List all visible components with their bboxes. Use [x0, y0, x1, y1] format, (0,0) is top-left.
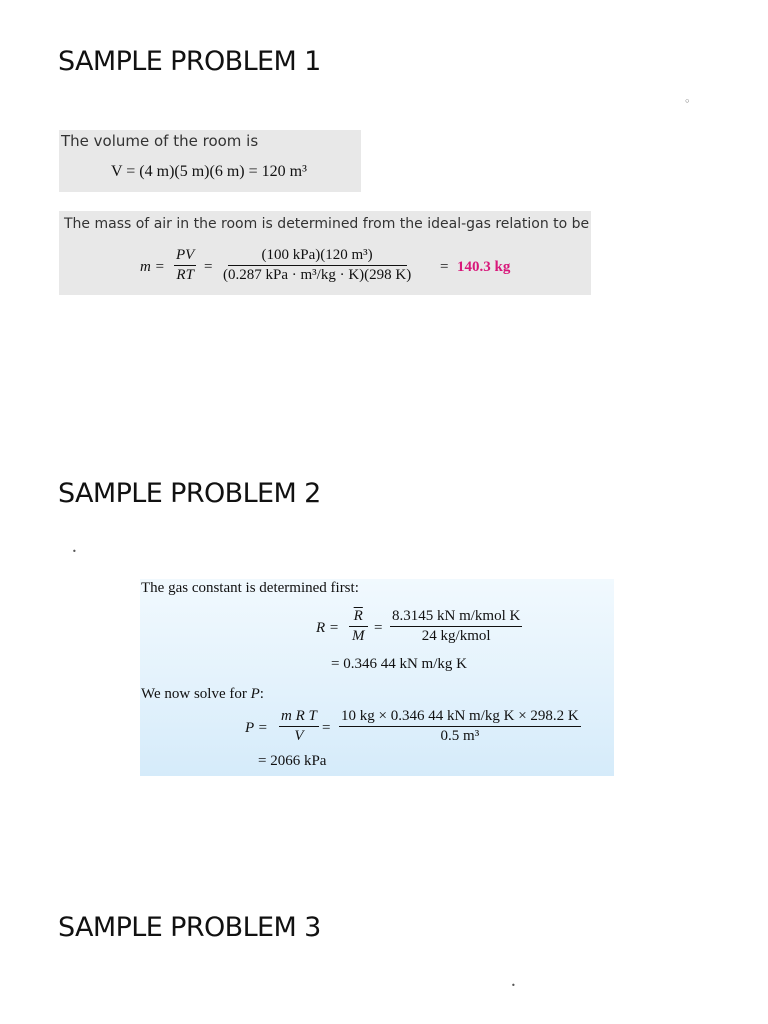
- sample-problem-2-heading: SAMPLE PROBLEM 2: [58, 478, 321, 509]
- rbar-over-m-fraction: [347, 608, 370, 645]
- p-result: = 2066 kPa: [258, 753, 327, 769]
- sample-problem-3-heading: SAMPLE PROBLEM 3: [58, 912, 321, 943]
- r-equals-sign: =: [374, 620, 383, 636]
- dot-marker: •: [72, 547, 77, 556]
- r-values-fraction: [390, 608, 522, 645]
- volume-equation: V = (4 m)(5 m)(6 m) = 120 m³: [111, 163, 307, 180]
- mass-label: The mass of air in the room is determined from the ideal-gas relation to be: [64, 216, 590, 232]
- rbar-numerator: $\overline{R}$: [349, 608, 368, 627]
- gas-constant-solution-box: [140, 579, 614, 776]
- r-result: = 0.346 44 kN m/kg K: [331, 656, 467, 672]
- volume-label: The volume of the room is: [61, 132, 259, 150]
- mrt-over-v-fraction: [279, 708, 319, 745]
- r-lhs: R =: [316, 620, 340, 636]
- p-values-numerator: 10 kg × 0.346 44 kN m/kg K × 298.2 K: [339, 708, 581, 727]
- mrt-numerator: m R T: [279, 708, 319, 727]
- mass-result: 140.3 kg: [457, 259, 511, 275]
- p-values-fraction: [339, 708, 581, 745]
- mass-lhs: m =: [140, 259, 165, 275]
- p-lhs: P =: [245, 720, 268, 736]
- mass-equation-box: [59, 211, 591, 295]
- mass-values-denominator: (0.287 kPa · m³/kg · K)(298 K): [223, 267, 412, 283]
- solve-label-post: :: [259, 686, 264, 702]
- result-equals-sign: =: [440, 259, 449, 275]
- r-values-denominator: 24 kg/kmol: [421, 628, 491, 644]
- rt-denominator: RT: [176, 267, 194, 283]
- volume-equation-box: [59, 130, 361, 192]
- mass-values-numerator: (100 kPa)(120 m³): [228, 247, 407, 266]
- mass-values-fraction: [221, 247, 413, 284]
- equals-sign: =: [204, 259, 213, 275]
- solve-variable: P: [250, 686, 260, 702]
- dot-marker: •: [511, 981, 516, 990]
- r-values-numerator: 8.3145 kN m/kmol K: [390, 608, 522, 627]
- bullet-marker: ◦: [684, 95, 691, 108]
- p-equals-sign: =: [322, 720, 331, 736]
- m-denominator: M: [352, 628, 365, 644]
- sample-problem-1-heading: SAMPLE PROBLEM 1: [58, 46, 321, 77]
- solve-label-pre: We now solve for: [141, 686, 251, 702]
- v-denominator: V: [294, 728, 304, 744]
- p-values-denominator: 0.5 m³: [440, 728, 480, 744]
- gas-constant-intro: The gas constant is determined first:: [141, 580, 359, 596]
- solve-for-p-label: [141, 686, 264, 703]
- pv-numerator: PV: [174, 247, 196, 266]
- pv-over-rt-fraction: [174, 247, 196, 284]
